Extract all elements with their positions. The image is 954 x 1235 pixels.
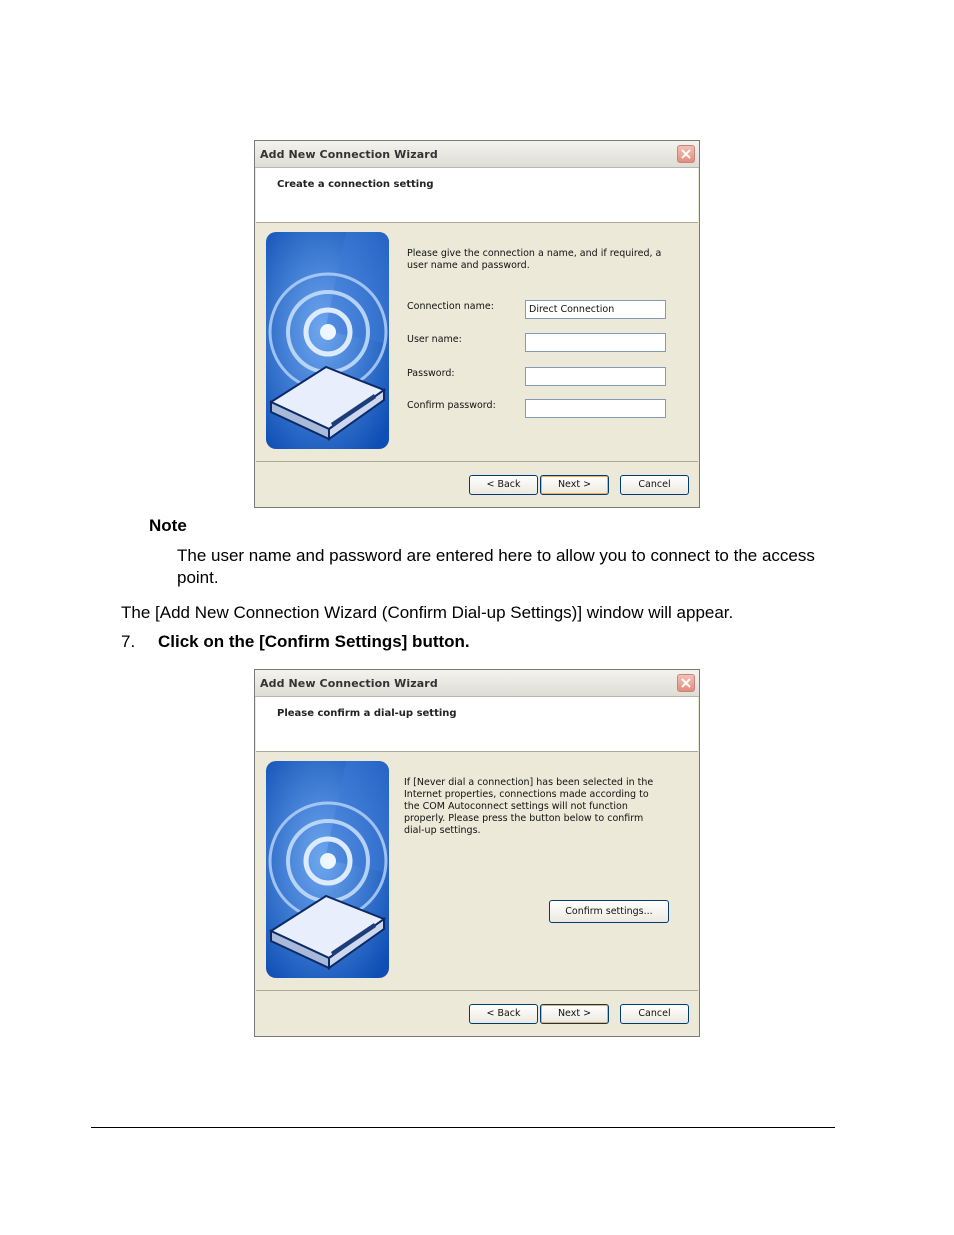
password-label: Password:	[407, 368, 455, 379]
step-number: 7.	[121, 632, 136, 651]
wizard-header	[256, 697, 698, 752]
wireless-router-illustration	[266, 761, 389, 978]
wizard-header-title: Please confirm a dial-up setting	[277, 708, 457, 719]
connection-wizard-dialog-2	[254, 669, 700, 1037]
window-title: Add New Connection Wizard	[260, 148, 438, 161]
confirm-password-label: Confirm password:	[407, 400, 496, 411]
step-instruction: Click on the [Confirm Settings] button.	[158, 632, 470, 651]
cancel-button[interactable]: Cancel	[620, 1004, 689, 1024]
note-title: Note	[149, 516, 187, 535]
title-bar[interactable]	[255, 141, 699, 168]
wizard-description: If [Never dial a connection] has been selected in the Internet properties, connections made according to the COM Autoconnect settings will not function properly. Please press the button below to confirm dial-up settings.	[404, 777, 654, 836]
body-paragraph: The [Add New Connection Wizard (Confirm Dial-up Settings)] window will appear.	[121, 603, 734, 622]
title-bar[interactable]	[255, 670, 699, 697]
wireless-router-illustration	[266, 232, 389, 449]
connection-wizard-dialog-1	[254, 140, 700, 508]
connection-name-label: Connection name:	[407, 301, 494, 312]
next-button[interactable]: Next >	[540, 475, 609, 495]
confirm-settings-button[interactable]: Confirm settings...	[549, 900, 669, 923]
wizard-header	[256, 168, 698, 223]
close-button[interactable]	[677, 145, 695, 163]
wizard-header-title: Create a connection setting	[277, 179, 434, 190]
back-button[interactable]: < Back	[469, 475, 538, 495]
connection-name-input[interactable]: Direct Connection	[525, 300, 666, 319]
close-button[interactable]	[677, 674, 695, 692]
cancel-button[interactable]: Cancel	[620, 475, 689, 495]
user-name-label: User name:	[407, 334, 462, 345]
user-name-input[interactable]	[525, 333, 666, 352]
password-input[interactable]	[525, 367, 666, 386]
back-button[interactable]: < Back	[469, 1004, 538, 1024]
close-icon	[681, 678, 691, 688]
window-title: Add New Connection Wizard	[260, 677, 438, 690]
router-art-icon	[266, 232, 389, 449]
note-body: The user name and password are entered here to allow you to connect to the access point.	[177, 546, 815, 587]
wizard-description: Please give the connection a name, and if required, a user name and password.	[407, 248, 662, 271]
footer-divider	[256, 990, 698, 991]
close-icon	[681, 149, 691, 159]
confirm-password-input[interactable]	[525, 399, 666, 418]
next-button[interactable]: Next >	[540, 1004, 609, 1024]
footer-rule	[91, 1127, 835, 1128]
footer-divider	[256, 461, 698, 462]
router-art-icon	[266, 761, 389, 978]
